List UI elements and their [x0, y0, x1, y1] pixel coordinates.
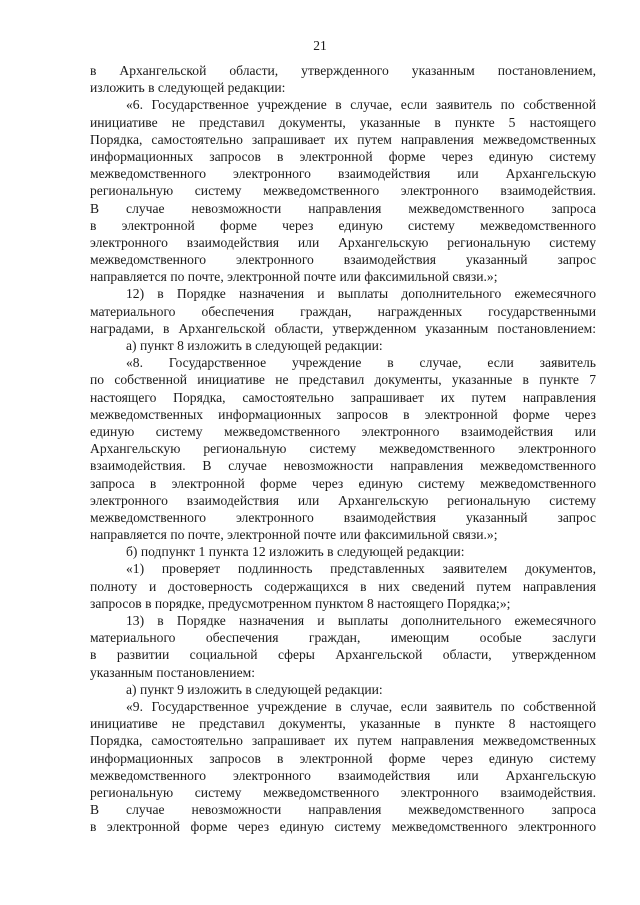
- text-line: Порядка, самостоятельно запрашивает их путем направления межведомственных: [90, 131, 596, 147]
- text-line: по собственной инициативе не представил документы, указанные в пункте 7: [90, 372, 596, 388]
- text-line: электронного взаимодействия или Архангельскую региональную систему: [90, 492, 596, 508]
- text-line: направляется по почте, электронной почте или факсимильной связи.»;: [90, 269, 498, 285]
- text-line: единую систему межведомственного электронного взаимодействия или: [90, 423, 596, 439]
- text-line: изложить в следующей редакции:: [90, 80, 286, 96]
- text-line: в электронной форме через единую систему межведомственного электронного: [90, 819, 596, 835]
- text-line: материального обеспечения граждан, имеющим особые заслуги: [90, 630, 596, 646]
- text-line: наградами, в Архангельской области, утвержденном указанным постановлением:: [90, 320, 596, 336]
- text-line: «1) проверяет подлинность представленных заявителем документов,: [126, 561, 596, 577]
- text-line: В случае невозможности направления межведомственного запроса: [90, 802, 596, 818]
- text-line: 12) в Порядке назначения и выплаты дополнительного ежемесячного: [126, 286, 596, 302]
- text-line: «9. Государственное учреждение в случае, если заявитель по собственной: [126, 698, 596, 714]
- text-line: инициативе не представил документы, указанные в пункте 8 настоящего: [90, 716, 596, 732]
- text-line: направляется по почте, электронной почте или факсимильной связи.»;: [90, 527, 498, 543]
- text-line: Порядка, самостоятельно запрашивает их путем направления межведомственных: [90, 733, 596, 749]
- text-line: межведомственного электронного взаимодействия или Архангельскую: [90, 166, 596, 182]
- text-line: информационных запросов в электронной форме через единую систему: [90, 148, 596, 164]
- page-number: 21: [313, 38, 327, 53]
- text-line: в электронной форме через единую систему межведомственного: [90, 217, 596, 233]
- text-line: электронного взаимодействия или Архангельскую региональную систему: [90, 234, 596, 250]
- text-line: В случае невозможности направления межведомственного запроса: [90, 200, 596, 216]
- text-line: полноту и достоверность содержащихся в них сведений путем направления: [90, 578, 596, 594]
- text-line: запросов в порядке, предусмотренном пунктом 8 настоящего Порядка;»;: [90, 595, 511, 611]
- text-line: межведомственного электронного взаимодействия или Архангельскую: [90, 767, 596, 783]
- text-line: инициативе не представил документы, указанные в пункте 5 настоящего: [90, 114, 596, 130]
- text-line: региональную систему межведомственного электронного взаимодействия.: [90, 183, 596, 199]
- text-line: межведомственного электронного взаимодействия указанный запрос: [90, 509, 596, 525]
- text-line: запроса в электронной форме через единую систему межведомственного: [90, 475, 596, 491]
- text-line: а) пункт 9 изложить в следующей редакции:: [126, 681, 383, 697]
- text-line: межведомственных информационных запросов в электронной форме через: [90, 406, 596, 422]
- text-line: «6. Государственное учреждение в случае, если заявитель по собственной: [126, 97, 596, 113]
- text-line: региональную систему межведомственного электронного взаимодействия.: [90, 784, 596, 800]
- text-line: «8. Государственное учреждение в случае, если заявитель: [126, 355, 596, 371]
- text-line: указанным постановлением:: [90, 664, 255, 680]
- text-line: в развитии социальной сферы Архангельской области, утвержденном: [90, 647, 596, 663]
- text-line: настоящего Порядка, самостоятельно запрашивает их путем направления: [90, 389, 596, 405]
- text-line: 13) в Порядке назначения и выплаты дополнительного ежемесячного: [126, 613, 596, 628]
- document-body: [90, 62, 596, 835]
- text-line: в Архангельской области, утвержденного указанным постановлением,: [90, 63, 596, 78]
- text-line: а) пункт 8 изложить в следующей редакции:: [126, 338, 383, 353]
- text-line: Архангельскую региональную систему межведомственного электронного: [90, 441, 596, 457]
- text-line: б) подпункт 1 пункта 12 изложить в следующей редакции:: [126, 544, 465, 560]
- text-line: информационных запросов в электронной форме через единую систему: [90, 750, 596, 766]
- text-line: межведомственного электронного взаимодействия указанный запрос: [90, 252, 596, 268]
- text-line: взаимодействия. В случае невозможности направления межведомственного: [90, 458, 596, 474]
- text-line: материального обеспечения граждан, награжденных государственными: [90, 303, 596, 319]
